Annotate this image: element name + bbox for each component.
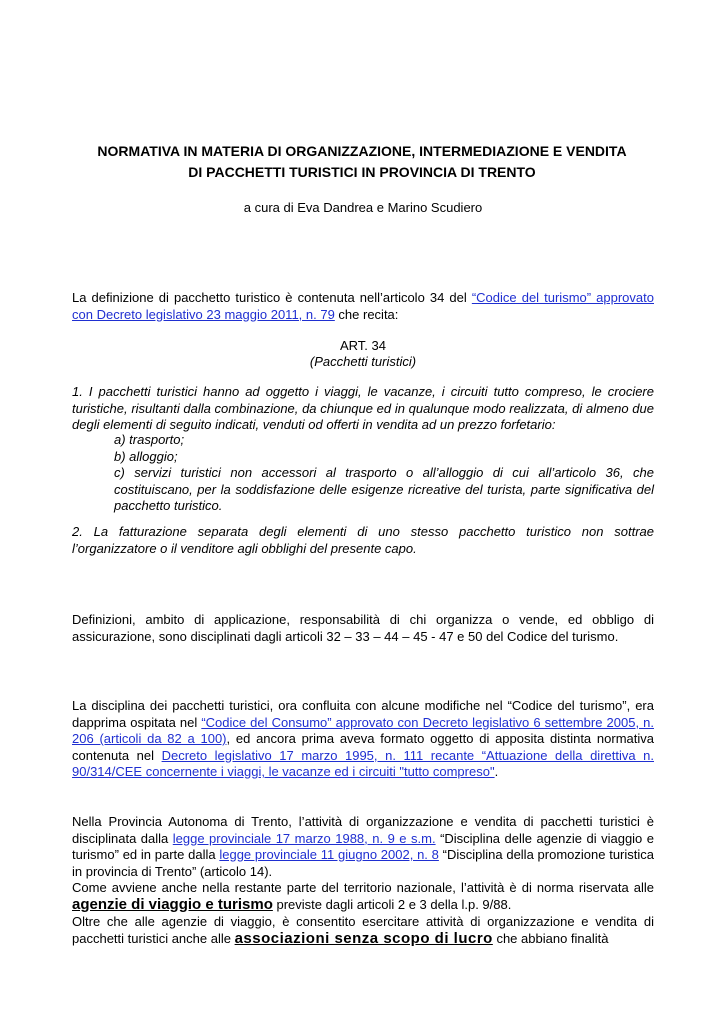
discipline-text-2: , ed ancora prima aveva formato oggetto di apposita distinta normativa contenuta nel bbox=[72, 731, 654, 763]
codice-consumo-link[interactable]: “Codice del Consumo” approvato con Decreto legislativo 6 settembre 2005, n. 206 (articoli da 82 a 100) bbox=[72, 714, 654, 746]
associations-paragraph bbox=[72, 914, 654, 947]
article-list bbox=[72, 432, 654, 515]
list-item bbox=[114, 465, 654, 515]
associations-text-1: Oltre che alle agenzie di viaggio, è consentito esercitare attività di organizzazione e vendita di pacchetti turistici anche alle bbox=[72, 914, 654, 946]
authors-line: a cura di Eva Dandrea e Marino Scudiero bbox=[243, 200, 483, 215]
intro-text-after: che recita: bbox=[334, 306, 399, 322]
national-paragraph bbox=[72, 880, 654, 913]
list-marker: a) bbox=[114, 432, 126, 447]
legge-1988-link[interactable]: legge provinciale 17 marzo 1988, n. 9 e s.m. bbox=[172, 830, 436, 846]
list-text: servizi turistici non accessori al trasporto o all’alloggio di cui all’articolo 36, che costituiscano, per la soddisfazione delle esigenze ricreative del turista, parte significativa del pacchetto turistico. bbox=[114, 465, 654, 513]
discipline-text-3: . bbox=[494, 764, 499, 779]
trento-text-1: Nella Provincia Autonoma di Trento, l’attività di organizzazione e vendita di pacchetti turistici è disciplinata dalla bbox=[72, 814, 654, 846]
discipline-text-1: La disciplina dei pacchetti turistici, ora confluita con alcune modifiche nel “Codice del turismo”, era dapprima ospitata nel bbox=[72, 698, 654, 730]
title-line-2: DI PACCHETTI TURISTICI IN PROVINCIA DI TRENTO bbox=[188, 164, 536, 180]
national-text-2: previste dagli articoli 2 e 3 della l.p. 9/88. bbox=[272, 896, 512, 912]
intro-text-before: La definizione di pacchetto turistico è contenuta nell’articolo 34 del bbox=[72, 290, 472, 305]
codice-turismo-link[interactable]: “Codice del turismo” approvato con Decreto legislativo 23 maggio 2011, n. 79 bbox=[72, 290, 654, 322]
trento-text-2: “Disciplina delle agenzie di viaggio e turismo” ed in parte dalla bbox=[72, 830, 655, 862]
list-item bbox=[114, 432, 654, 449]
legge-2002-link[interactable]: legge provinciale 11 giugno 2002, n. 8 bbox=[219, 847, 439, 862]
article-heading: ART. 34 bbox=[339, 338, 386, 353]
list-text: trasporto; bbox=[125, 432, 185, 447]
list-item bbox=[114, 449, 654, 466]
decreto-1995-link[interactable]: Decreto legislativo 17 marzo 1995, n. 111 recante “Attuazione della direttiva n. 90/314/CEE concernente i viaggi, le vacanze ed i circuiti "tutto compreso" bbox=[72, 747, 654, 779]
associazioni-emphasis: associazioni senza scopo di lucro bbox=[234, 929, 493, 947]
list-marker: b) bbox=[114, 448, 126, 464]
intro-paragraph bbox=[72, 290, 654, 323]
article-paragraph-1: 1. I pacchetti turistici hanno ad oggetto i viaggi, le vacanze, i circuiti tutto compreso, le crociere turistiche, risultanti dalla combinazione, da chiunque ed in qualunque modo realizzata, di almeno due degli elementi di seguito indicati, venduti od offerti in vendita ad un prezzo forfetario: bbox=[72, 384, 654, 432]
list-text: alloggio; bbox=[125, 448, 178, 464]
list-marker: c) bbox=[114, 465, 125, 480]
agenzie-emphasis: agenzie di viaggio e turismo bbox=[72, 895, 273, 913]
document-title bbox=[60, 141, 664, 183]
trento-paragraph bbox=[72, 814, 654, 880]
national-text-1: Come avviene anche nella restante parte del territorio nazionale, l’attività è di norma riservata alle bbox=[72, 880, 654, 895]
discipline-paragraph bbox=[72, 698, 654, 781]
article-paragraph-2: 2. La fatturazione separata degli elementi di uno stesso pacchetto turistico non sottrae l’organizzatore o il venditore agli obblighi del presente capo. bbox=[72, 524, 654, 556]
associations-text-2: che abbiano finalità bbox=[492, 930, 609, 946]
definitions-paragraph: Definizioni, ambito di applicazione, responsabilità di chi organizza o vende, ed obbligo di assicurazione, sono disciplinati dagli articoli 32 – 33 – 44 – 45 - 47 e 50 del Codice del turismo. bbox=[72, 612, 654, 644]
trento-text-3: “Disciplina della promozione turistica in provincia di Trento” (articolo 14). bbox=[72, 847, 655, 879]
article-subtitle: (Pacchetti turistici) bbox=[309, 354, 417, 369]
title-line-1: NORMATIVA IN MATERIA DI ORGANIZZAZIONE, INTERMEDIAZIONE E VENDITA bbox=[97, 143, 627, 159]
